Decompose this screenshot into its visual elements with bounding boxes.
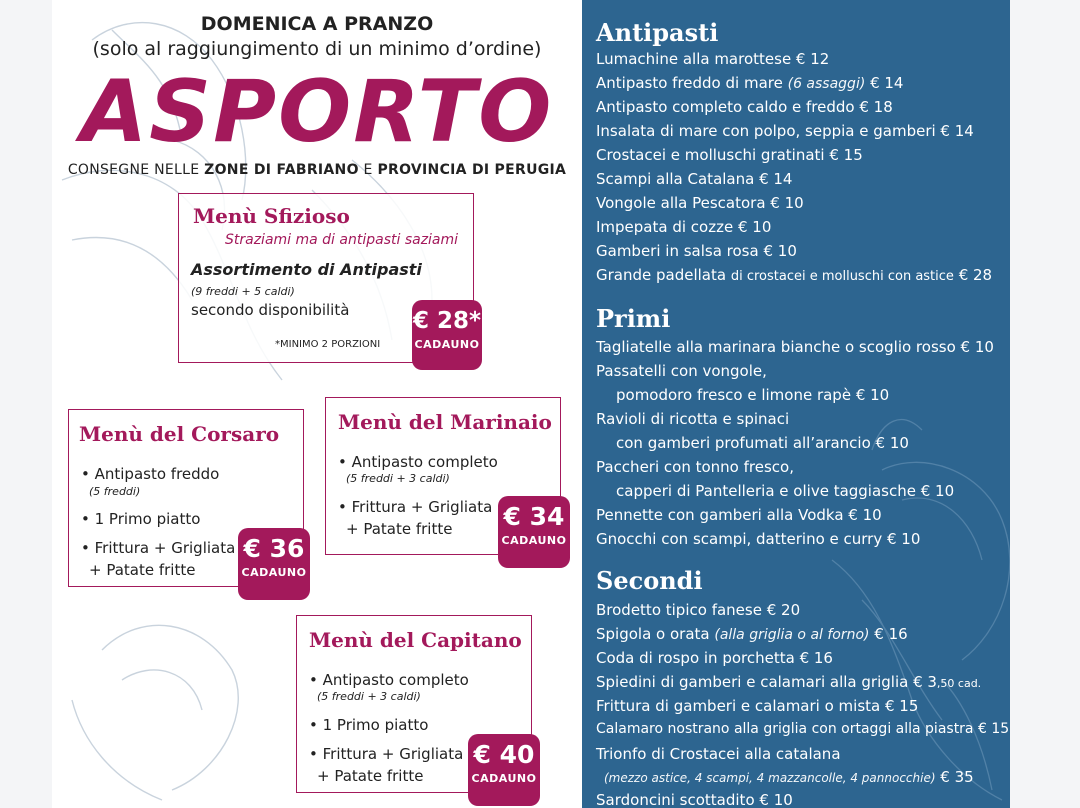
primi-item-cont: con gamberi profumati all’arancio € 10	[616, 434, 909, 452]
antipasti-item-detail: (6 assaggi)	[787, 76, 866, 92]
menu-corsaro-item-2: • 1 Primo piatto	[81, 510, 201, 528]
sunday-lunch-heading: DOMENICA A PRANZO	[200, 13, 434, 35]
price-corsaro: € 36	[243, 534, 305, 563]
delivery-zone-perugia: PROVINCIA DI PERUGIA	[377, 162, 567, 178]
secondi-item: Coda di rospo in porchetta € 16	[596, 649, 833, 667]
menu-capitano-item-4: + Patate fritte	[317, 767, 424, 785]
page-title: ASPORTO	[80, 62, 554, 162]
menu-sfizioso-subtitle: Straziami ma di antipasti saziami	[225, 232, 459, 248]
menu-sfizioso-item: Assortimento di Antipasti	[191, 260, 422, 279]
secondi-item: Trionfo di Crostacei alla catalana	[596, 745, 841, 763]
price-capitano: € 40	[473, 740, 535, 769]
delivery-zones	[52, 162, 582, 178]
primi-item: Ravioli di ricotta e spinaci	[596, 410, 790, 428]
menu-corsaro-item-1: • Antipasto freddo	[81, 465, 220, 483]
antipasti-item: Crostacei e molluschi gratinati € 15	[596, 146, 863, 164]
menu-capitano-item-3: • Frittura + Grigliata	[309, 745, 464, 763]
menu-marinaio-item-2: • Frittura + Grigliata	[338, 498, 493, 516]
menu-marinaio-note-1: (5 freddi + 3 caldi)	[346, 472, 450, 485]
secondi-item-detail: (mezzo astice, 4 scampi, 4 mazzancolle, 4 pannocchie)	[604, 771, 936, 785]
secondi-item: Frittura di gamberi e calamari o mista € 15	[596, 697, 919, 715]
menu-marinaio-item-3: + Patate fritte	[346, 520, 453, 538]
price-marinaio: € 34	[503, 502, 565, 531]
delivery-zone-fabriano: ZONE DI FABRIANO	[204, 162, 359, 178]
antipasti-item: Vongole alla Pescatora € 10	[596, 194, 804, 212]
price-badge-corsaro	[238, 528, 310, 600]
left-column	[52, 0, 582, 808]
menu-page	[52, 0, 1010, 808]
price-badge-marinaio	[498, 496, 570, 568]
price-sfizioso: € 28*	[412, 308, 482, 334]
secondi-item	[596, 625, 908, 643]
menu-sfizioso-availability: secondo disponibilità	[191, 301, 350, 319]
antipasti-item: Gamberi in salsa rosa € 10	[596, 242, 797, 260]
antipasti-item-detail: di crostacei e molluschi con astice	[730, 269, 954, 284]
antipasti-item-price: € 28	[953, 266, 993, 284]
primi-item: Pennette con gamberi alla Vodka € 10	[596, 506, 882, 524]
section-title-antipasti: Antipasti	[596, 18, 719, 47]
secondi-item-name: Spiedini di gamberi e calamari alla griglia € 3	[596, 673, 937, 691]
secondi-item-price: € 16	[869, 625, 908, 643]
antipasti-item-name: Grande padellata	[596, 266, 731, 284]
secondi-item-price: € 35	[935, 768, 974, 786]
primi-item-cont: capperi di Pantelleria e olive taggiasche € 10	[616, 482, 955, 500]
price-capitano-cadauno: CADAUNO	[471, 772, 537, 785]
antipasti-item: Lumachine alla marottese € 12	[596, 50, 830, 68]
menu-capitano-item-1: • Antipasto completo	[309, 671, 469, 689]
section-title-secondi: Secondi	[596, 566, 703, 595]
menu-capitano-item-2: • 1 Primo piatto	[309, 716, 429, 734]
antipasti-item-price: € 14	[865, 74, 904, 92]
menu-marinaio-title: Menù del Marinaio	[338, 410, 552, 434]
menu-marinaio-item-1: • Antipasto completo	[338, 453, 498, 471]
antipasti-item-name: Antipasto freddo di mare	[596, 74, 788, 92]
secondi-item	[596, 673, 981, 691]
menu-corsaro-item-3: • Frittura + Grigliata	[81, 539, 236, 557]
delivery-text-c: E	[358, 162, 378, 178]
delivery-text-a: CONSEGNE NELLE	[67, 162, 205, 178]
primi-item: Passatelli con vongole,	[596, 362, 767, 380]
menu-sfizioso-minimum: *MINIMO 2 PORZIONI	[275, 339, 381, 350]
menu-sfizioso-title: Menù Sfizioso	[193, 204, 350, 228]
menu-corsaro-item-4: + Patate fritte	[89, 561, 196, 579]
secondi-item-price-suffix: ,50 cad.	[936, 677, 982, 690]
price-badge-sfizioso	[412, 300, 482, 370]
primi-item: Gnocchi con scampi, datterino e curry € 10	[596, 530, 921, 548]
secondi-item-cont	[604, 768, 974, 786]
minimum-order-note: (solo al raggiungimento di un minimo d’ordine)	[92, 38, 542, 60]
price-marinaio-cadauno: CADAUNO	[501, 534, 567, 547]
antipasti-item	[596, 266, 992, 284]
antipasti-item: Antipasto completo caldo e freddo € 18	[596, 98, 893, 116]
antipasti-item: Scampi alla Catalana € 14	[596, 170, 793, 188]
price-corsaro-cadauno: CADAUNO	[241, 566, 307, 579]
primi-item-cont: pomodoro fresco e limone rapè € 10	[616, 386, 890, 404]
secondi-item-name: Spigola o orata	[596, 625, 715, 643]
secondi-item: Sardoncini scottadito € 10	[596, 791, 793, 808]
right-column	[582, 0, 1010, 808]
menu-corsaro-title: Menù del Corsaro	[79, 422, 280, 446]
antipasti-item: Insalata di mare con polpo, seppia e gamberi € 14	[596, 122, 974, 140]
menu-corsaro-note-1: (5 freddi)	[89, 485, 141, 498]
secondi-item: Calamaro nostrano alla griglia con ortaggi alla piastra € 15	[596, 721, 1010, 737]
secondi-item: Brodetto tipico fanese € 20	[596, 601, 801, 619]
primi-item: Paccheri con tonno fresco,	[596, 458, 794, 476]
price-badge-capitano	[468, 734, 540, 806]
secondi-item-detail: (alla griglia o al forno)	[714, 627, 870, 643]
price-sfizioso-cadauno: CADAUNO	[414, 338, 480, 351]
primi-item: Tagliatelle alla marinara bianche o scoglio rosso € 10	[596, 338, 994, 356]
menu-sfizioso-note: (9 freddi + 5 caldi)	[191, 285, 295, 298]
menu-capitano-note-1: (5 freddi + 3 caldi)	[317, 690, 421, 703]
section-title-primi: Primi	[596, 304, 671, 333]
antipasti-item: Impepata di cozze € 10	[596, 218, 772, 236]
menu-capitano-title: Menù del Capitano	[309, 628, 522, 652]
antipasti-item	[596, 74, 903, 92]
